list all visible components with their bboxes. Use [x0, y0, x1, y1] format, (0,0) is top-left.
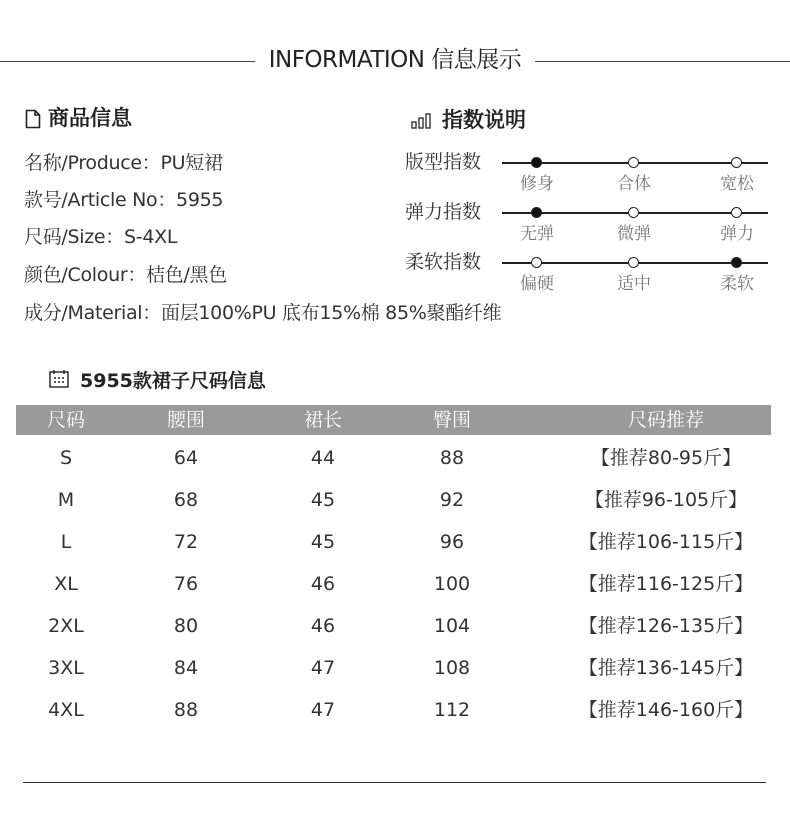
- material: 成分/Material：面层100%PU 底布15%棉 85%聚酯纤维: [24, 302, 502, 324]
- index-dot: [531, 157, 542, 168]
- table-cell: S: [59, 447, 73, 469]
- table-cell: 【推荐136-145斤】: [578, 657, 754, 679]
- table-cell: 47: [310, 699, 336, 721]
- grid-calendar-icon: [49, 370, 69, 392]
- index-label: 弹力指数: [405, 201, 482, 223]
- index-option: 修身: [520, 174, 554, 194]
- index-dot: [531, 207, 542, 218]
- table-cell: 96: [439, 531, 465, 553]
- table-cell: 84: [173, 657, 199, 679]
- index-label: 版型指数: [405, 151, 482, 173]
- table-cell: 4XL: [48, 699, 84, 721]
- table-cell: 88: [173, 699, 199, 721]
- index-option: 弹力: [720, 224, 754, 244]
- table-row: [16, 696, 771, 738]
- table-row: [16, 486, 771, 528]
- table-cell: 72: [173, 531, 199, 553]
- page-title-text: INFORMATION 信息展示: [255, 47, 536, 73]
- table-cell: 100: [433, 573, 471, 595]
- table-cell: 【推荐146-160斤】: [578, 699, 754, 721]
- product-name: 名称/Produce：PU短裙: [24, 152, 223, 174]
- table-cell: 64: [173, 447, 199, 469]
- table-cell: 【推荐96-105斤】: [584, 489, 748, 511]
- bar-chart-icon: [411, 113, 433, 133]
- index-dot: [731, 157, 742, 168]
- table-cell: 76: [173, 573, 199, 595]
- size-range: 尺码/Size：S-4XL: [24, 226, 178, 248]
- table-cell: 【推荐116-125斤】: [578, 573, 754, 595]
- table-cell: 46: [310, 615, 336, 637]
- table-cell: 108: [433, 657, 471, 679]
- table-cell: 88: [439, 447, 465, 469]
- table-cell: 【推荐126-135斤】: [578, 615, 754, 637]
- index-option: 柔软: [720, 274, 754, 294]
- column-header-hip: 臀围: [432, 409, 471, 431]
- document-icon: [25, 109, 41, 133]
- index-option: 合体: [617, 174, 651, 194]
- table-cell: 45: [310, 489, 336, 511]
- table-cell: 80: [173, 615, 199, 637]
- table-cell: 【推荐80-95斤】: [590, 447, 742, 469]
- index-option: 偏硬: [520, 274, 554, 294]
- column-header-size: 尺码: [46, 409, 85, 431]
- table-cell: 92: [439, 489, 465, 511]
- table-row: [16, 612, 771, 654]
- table-cell: 45: [310, 531, 336, 553]
- index-label: 柔软指数: [405, 251, 482, 273]
- table-cell: 2XL: [48, 615, 84, 637]
- index-dot: [731, 207, 742, 218]
- table-cell: L: [60, 531, 72, 553]
- colour: 颜色/Colour：桔色/黑色: [24, 264, 227, 286]
- index-dot: [531, 257, 542, 268]
- column-header-recommend: 尺码推荐: [627, 409, 704, 431]
- table-cell: XL: [54, 573, 78, 595]
- table-cell: 3XL: [48, 657, 84, 679]
- table-cell: 46: [310, 573, 336, 595]
- table-row: [16, 444, 771, 486]
- table-cell: 104: [433, 615, 471, 637]
- product-info-heading: 商品信息: [48, 106, 132, 130]
- index-dot: [628, 157, 639, 168]
- page-title: [0, 44, 790, 76]
- index-option: 微弹: [617, 224, 651, 244]
- table-cell: 47: [310, 657, 336, 679]
- column-header-length: 裙长: [303, 409, 342, 431]
- footer-rule: [23, 782, 766, 783]
- index-option: 无弹: [520, 224, 554, 244]
- index-dot: [628, 257, 639, 268]
- table-cell: 44: [310, 447, 336, 469]
- index-option: 宽松: [720, 174, 754, 194]
- index-dot: [731, 257, 742, 268]
- article-number: 款号/Article No：5955: [24, 189, 224, 211]
- index-dot: [628, 207, 639, 218]
- column-header-waist: 腰围: [166, 409, 205, 431]
- index-option: 适中: [617, 274, 651, 294]
- table-cell: 【推荐106-115斤】: [578, 531, 754, 553]
- table-cell: 112: [433, 699, 471, 721]
- table-row: [16, 528, 771, 570]
- size-table-heading: 5955款裙子尺码信息: [80, 370, 266, 392]
- table-row: [16, 654, 771, 696]
- index-heading: 指数说明: [442, 108, 526, 132]
- table-row: [16, 570, 771, 612]
- size-table-header: [16, 405, 771, 435]
- table-cell: M: [57, 489, 75, 511]
- table-cell: 68: [173, 489, 199, 511]
